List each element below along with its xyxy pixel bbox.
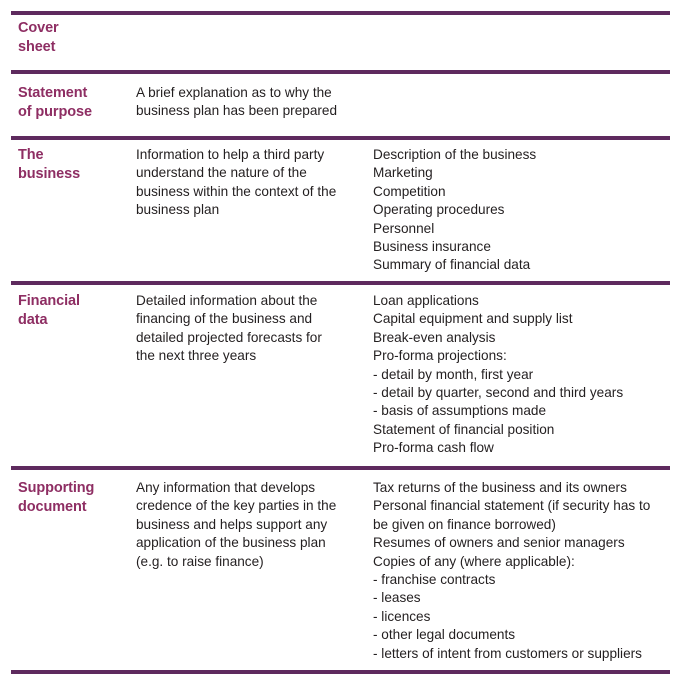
- row-items-financial-data-line: - detail by month, first year: [373, 366, 534, 382]
- row-description-statement-of-purpose-line: A brief explanation as to why the: [136, 85, 332, 100]
- row-category-title-statement-of-purpose: [18, 84, 130, 121]
- row-description-financial-data-line: detailed projected forecasts for: [136, 329, 322, 345]
- row-items-financial-data-line: Pro-forma cash flow: [373, 440, 494, 456]
- row-category-title-financial-data: [18, 292, 130, 329]
- row-description-the-business-line: Information to help a third party: [136, 147, 325, 162]
- row-items-the-business-line: Personnel: [373, 220, 435, 236]
- row-description-supporting-document: [136, 479, 368, 571]
- row-items-supporting-document-line: Tax returns of the business and its owners: [373, 480, 627, 495]
- row-description-supporting-document-line: Any information that develops: [136, 480, 316, 495]
- row-divider-rule: [11, 670, 670, 674]
- row-description-the-business-line: business within the context of the: [136, 183, 337, 199]
- row-category-title-supporting-document-line: document: [18, 498, 87, 515]
- row-category-title-statement-of-purpose-line: Statement: [18, 85, 88, 101]
- row-description-financial-data: [136, 292, 368, 366]
- row-description-supporting-document-line: credence of the key parties in the: [136, 498, 337, 514]
- row-items-supporting-document-line: - other legal documents: [373, 627, 516, 643]
- row-category-title-cover-sheet-line: Cover: [18, 20, 59, 36]
- row-description-supporting-document-line: (e.g. to raise finance): [136, 553, 264, 569]
- row-divider-rule: [11, 466, 670, 470]
- row-divider-rule: [11, 136, 670, 140]
- row-description-financial-data-line: financing of the business and: [136, 311, 313, 327]
- row-category-title-supporting-document: [18, 479, 130, 516]
- row-description-the-business-line: understand the nature of the: [136, 165, 307, 181]
- row-category-title-financial-data-line: data: [18, 311, 48, 328]
- row-items-the-business-line: Summary of financial data: [373, 257, 531, 273]
- row-items-financial-data-line: Statement of financial position: [373, 421, 555, 437]
- row-category-title-cover-sheet: [18, 19, 130, 56]
- row-description-the-business-line: business plan: [136, 202, 220, 218]
- row-description-financial-data-line: the next three years: [136, 348, 257, 364]
- row-description-financial-data-line: Detailed information about the: [136, 293, 318, 308]
- row-items-supporting-document-line: - franchise contracts: [373, 572, 496, 588]
- row-description-supporting-document-line: application of the business plan: [136, 535, 326, 551]
- row-items-supporting-document-line: Personal financial statement (if security has to: [373, 498, 651, 514]
- row-divider-rule: [11, 70, 670, 74]
- row-items-the-business-line: Competition: [373, 183, 446, 199]
- row-items-the-business-line: Business insurance: [373, 239, 491, 255]
- row-items-financial-data-line: - detail by quarter, second and third years: [373, 385, 624, 401]
- row-items-supporting-document-line: - letters of intent from customers or suppliers: [373, 645, 642, 661]
- row-items-supporting-document-line: - leases: [373, 590, 421, 606]
- row-category-title-financial-data-line: Financial: [18, 293, 80, 309]
- row-items-the-business-line: Operating procedures: [373, 202, 505, 218]
- row-items-the-business-line: Description of the business: [373, 147, 537, 162]
- row-category-title-statement-of-purpose-line: of purpose: [18, 103, 92, 120]
- row-description-the-business: [136, 146, 368, 220]
- row-items-financial-data-line: Capital equipment and supply list: [373, 311, 573, 327]
- row-items-financial-data-line: - basis of assumptions made: [373, 403, 547, 419]
- row-category-title-the-business-line: The: [18, 147, 44, 163]
- row-items-financial-data-line: Pro-forma projections:: [373, 348, 507, 364]
- row-divider-rule: [11, 11, 670, 15]
- row-category-title-supporting-document-line: Supporting: [18, 480, 95, 496]
- row-items-supporting-document-line: Copies of any (where applicable):: [373, 553, 575, 569]
- row-items-supporting-document: [373, 479, 673, 663]
- row-items-financial-data-line: Break-even analysis: [373, 329, 496, 345]
- row-items-supporting-document-line: Resumes of owners and senior managers: [373, 535, 625, 551]
- row-category-title-the-business-line: business: [18, 165, 81, 182]
- row-items-the-business: [373, 146, 673, 275]
- row-items-supporting-document-line: - licences: [373, 608, 431, 624]
- row-divider-rule: [11, 281, 670, 285]
- row-items-supporting-document-line: be given on finance borrowed): [373, 516, 556, 532]
- row-items-financial-data-line: Loan applications: [373, 293, 479, 308]
- row-description-statement-of-purpose-line: business plan has been prepared: [136, 103, 338, 119]
- row-description-statement-of-purpose: [136, 84, 368, 121]
- row-category-title-the-business: [18, 146, 130, 183]
- row-items-financial-data: [373, 292, 673, 458]
- row-description-supporting-document-line: business and helps support any: [136, 516, 328, 532]
- row-items-the-business-line: Marketing: [373, 165, 433, 181]
- row-category-title-cover-sheet-line: sheet: [18, 38, 56, 55]
